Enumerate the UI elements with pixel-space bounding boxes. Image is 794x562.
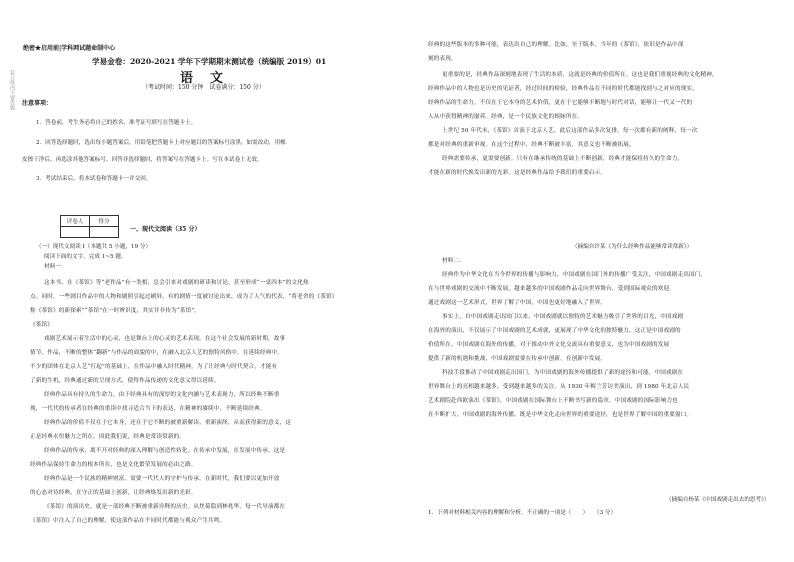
notice-item: 2．回答选择题时，选出每小题答案后，用铅笔把答题卡上对应题目的答案标号涂黑。如需改动，用橡: [36, 140, 286, 146]
paragraph-line: 在海外的演出，不仅展示了中国戏剧的艺术成就，更展现了中华文化的独特魅力，这正是中国戏剧的: [428, 328, 681, 334]
material1-continued: [428, 42, 794, 184]
paragraph-line: 经典作品的价值不仅在于它本身，还在于它不断的被重新解读、重新演绎，从而获得新的意义，这: [44, 420, 291, 426]
notice-item: 皮擦干净后，再选涂其他答案标号。回答非选择题时，将答案写在答题卡上。写在本试卷上无效。: [22, 157, 263, 163]
paragraph-line: 称《茶馆》的新探索”“茶馆”在一时辨识度，其实并非传为“茶馆”。: [30, 308, 201, 314]
paragraph-line: 更重要的是，经典作品深刻地表现了生活的本质，这就是经典的价值所在。这也是我们重视经典的文化精神，: [442, 72, 718, 78]
subject-title: 语 文: [180, 71, 226, 86]
paragraph-line: 在不断扩大。中国戏剧的海外传播，既是中华文化走向世界的重要途径，也是世界了解中国的重要窗口。: [428, 412, 693, 418]
binding-gutter-note: 装订线内不要答题: [9, 70, 15, 110]
material1-body: [30, 280, 410, 532]
material-label: 材料一：: [44, 264, 67, 270]
paragraph-line: 点。同时，一些剧目作品中的人物和剧照引起过刷屏，有的剧情一度被讨论出来，成为了人气的代表，“将老舍的《茶馆》: [30, 294, 338, 300]
notice-item: 1．答卷前，考生务必将自己的姓名、准考证号填写在答题卡上。: [36, 120, 197, 126]
paragraph-line: 经典作为中华文化在当今世界的传播与影响力，中国戏剧在国门外的传播广受关注，中国戏剧走出国门，: [442, 272, 707, 278]
paragraph-line: 《茶馆》的演出史，就是一部经典不断被重新诠释的历史。从焦菊隐到林兆华，每一代导演都在: [44, 504, 286, 510]
exam-info: （考试时间：150 分钟 试卷满分：150 分）: [142, 84, 265, 91]
paragraph-line: 经典作品中的人物也是历史的见证者，经过时间的检验，经典作品在不同的时代都能找到与之对应的现实，: [428, 86, 698, 92]
paragraph-line: 《茶馆》: [30, 322, 53, 328]
material2-citation: （摘编自杨某《中国戏剧走出去的思考》）: [666, 497, 770, 503]
score-cell-score[interactable]: [90, 227, 119, 238]
paragraph-line: 刻的表现。: [428, 56, 457, 62]
paragraph-line: 经典作品具有持久的生命力，由于经典具有的深厚的文化内涵与艺术表现力，所以经典不断重: [44, 392, 280, 398]
paragraph-line: 不少的团体在北京人艺“打起”的基础上，在作品中融入时代精神，为了让经典与时代契合，才能有: [30, 364, 278, 370]
notice-item: 3．考试结束后，将本试卷和答题卡一并交回。: [36, 176, 152, 182]
paragraph-line: 戏剧艺术展示着生活中的心灵，也是舞台上的心灵的艺术表现。在这个社会发展的新时期，故事: [44, 336, 286, 342]
score-table: [60, 215, 119, 238]
question-1: [428, 510, 616, 517]
question-1-text: 1．下列对材料相关内容的理解和分析，不正确的一项是（ ）: [428, 510, 589, 516]
exam-title: 学易金卷：2020-2021 学年下学期期末测试卷（统编版 2019）01: [92, 57, 327, 66]
question-1-points: （3 分）: [593, 510, 617, 516]
secret-label: 绝密★启用前|学科网试题命制中心: [23, 45, 116, 52]
paragraph-line: 情节、作品，不断的整体“翻新”与作品的面貌的中，在融入北京人艺的独特风格中，在延续经典中，: [30, 350, 284, 356]
paragraph-line: 的心态对待经典，在守正的基础上创新，让经典焕发出新的光彩。: [30, 490, 197, 496]
paragraph-line: 人从中获得精神的滋养。经典，是一个民族文化的根脉所在。: [428, 114, 584, 120]
notice-heading: 注意事项：: [22, 100, 53, 107]
section-title: 一、现代文阅读（35 分）: [130, 226, 201, 233]
paragraph-line: 经典作品保持生命力的根本所在，也是文化繁荣发展的必由之路。: [30, 462, 197, 468]
material2-label: 材料二：: [442, 258, 465, 264]
paragraph-line: 这本书，在《茶馆》等“老作品”有一类相，总会引来对戏剧的研读和讨论，甚至形成“一桌四本”的文化热: [44, 280, 309, 286]
paragraph-line: 通过戏剧这一艺术形式，世界了解了中国，中国也更好地融入了世界。: [428, 300, 607, 306]
material2-body: [428, 272, 794, 426]
paragraph-line: 上世纪 50 年代末，《茶馆》首演于北京人艺，此后这部作品多次复排，每一次都有新的阐释，每一次: [442, 128, 698, 134]
paragraph-line: 在与世界戏剧的交流中不断发展，越来越多的中国戏剧作品走向世界舞台，受到国际观众的欢迎。: [428, 286, 675, 292]
subsection-title: （一）现代文阅读 I（本题共 5 小题，19 分）: [36, 244, 152, 250]
paragraph-line: 价值所在。中国戏剧在海外的传播，对于推动中外文化交流具有重要意义，也为中国戏剧的发展: [428, 342, 670, 348]
score-header-score: 得分: [90, 216, 119, 227]
paragraph-line: 才能在新的时代焕发出新的光彩。这是经典作品给予我们的重要启示。: [428, 170, 607, 176]
material1-citation: （摘编自许某《为什么经典作品能够常读常新》）: [572, 244, 693, 250]
paragraph-line: 经典作品的生命力，不仅在于它本身的艺术价值，更在于它能够不断地与时代对话，能够让一代又一代的: [428, 100, 693, 106]
paragraph-line: 了新的生机，经典通过新的呈现方式，使得作品传递的文化意义得以延续。: [30, 378, 220, 384]
paragraph-line: 事实上，自中国戏剧走出国门以来，中国戏剧就以独特的艺术魅力吸引了世界的目光，中国戏剧: [442, 314, 684, 320]
paragraph-line: 《茶馆》中注入了自己的理解，使这部作品在不同时代都能与观众产生共鸣。: [30, 518, 226, 524]
right-column: [412, 0, 794, 562]
paragraph-line: 正是经典永恒魅力之所在，因此我们说，经典是常读常新的。: [30, 434, 186, 440]
paragraph-line: 提供了新的机遇和挑战，中国戏剧需要在传承中创新，在创新中发展。: [428, 356, 607, 362]
paragraph-line: 都是对经典的重新审视。在这个过程中，经典不断被丰富，其意义也不断被拓展。: [428, 142, 635, 148]
score-cell-grader[interactable]: [61, 227, 90, 238]
paragraph-line: 世界舞台上的亮相越来越多，受到越来越多的关注。从 1930 年梅兰芳访美演出，到 1980 年北京人民: [428, 384, 690, 390]
paragraph-line: 经典的这些版本的多种可能，表达出自己的理解。比如，至于版本，当年的《茶馆》，依旧是作品中深: [428, 42, 684, 48]
paragraph-line: 科技手段推动了中国戏剧走出国门，为中国戏剧的海外传播提供了新的途径和可能，中国戏剧在: [442, 370, 684, 376]
paragraph-line: 艺术剧院赴西欧演出《茶馆》，中国戏剧在国际舞台上不断书写新的篇章，中国戏剧的国际影响力也: [428, 398, 678, 404]
paragraph-line: 经典作品是一个民族的精神财富，需要一代代人的守护与传承。在新时代，我们要以更加开放: [44, 476, 280, 482]
paragraph-line: 经典需要传承，更需要创新。只有在继承传统的基础上不断创新，经典才能保持持久的生命力，: [442, 156, 684, 162]
score-header-grader: 评卷人: [61, 216, 90, 227]
paragraph-line: 经典作品的传承，离不开对经典的深入理解与创造性转化。在传承中发展，在发展中传承，这是: [44, 448, 286, 454]
paragraph-line: 现，一代代的传承者在经典的重读中找寻适合当下的表达，在精神的赓续中，不断延续经典。: [30, 406, 266, 412]
reading-instruction: 阅读下面的文字，完成 1~5 题。: [44, 254, 127, 260]
